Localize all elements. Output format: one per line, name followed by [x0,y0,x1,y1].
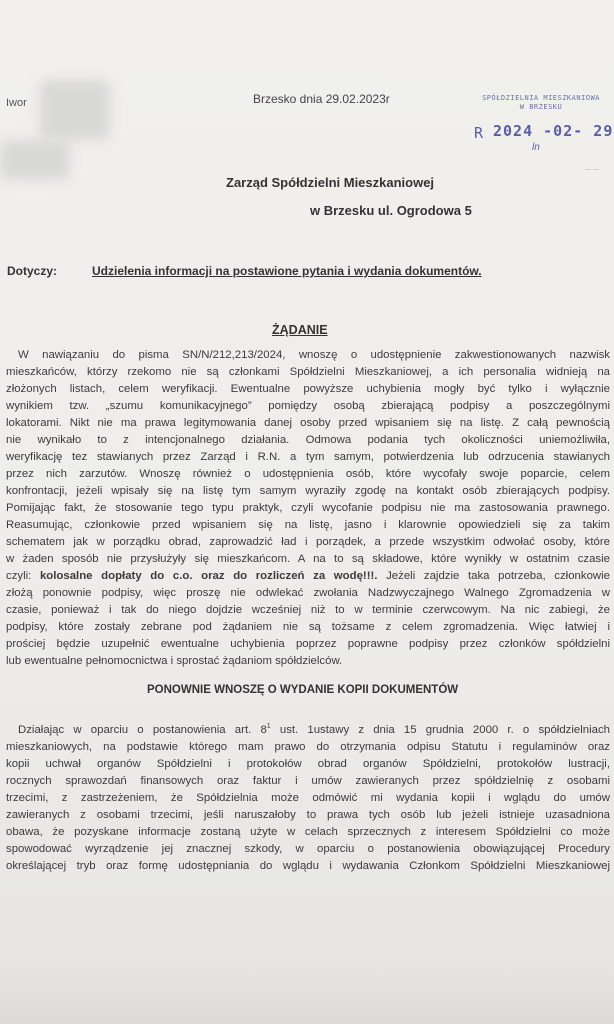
paragraph-line: konfrontacji, jeżeli wpisały się na listę tym samym wyraziły zgodę na kontakt osób zbierających podpisy. [6,485,610,497]
emphasized-text: kolosalne dopłaty do c.o. oraz do rozliczeń za wodę!!!. [39,570,378,582]
received-stamp [466,94,614,111]
paragraph-line: weryfikację tez stawianych przez Zarząd i R.N. a tym samym, potwierdzenia lub odrzucenia stawianych [6,451,610,463]
paragraph-line [6,718,610,739]
subject-text: Udzielenia informacji na postawione pytania i wydania dokumentów. [92,264,482,278]
section-heading-copies: PONOWNIE WNOSZĘ O WYDANIE KOPII DOKUMENTÓW [147,684,459,696]
place-and-date: Brzesko dnia 29.02.2023r [253,92,390,106]
redacted-sender-area [40,80,110,140]
superscript: 1 [266,723,271,730]
paragraph-line-emphasis [6,568,610,585]
stamp-org-name: SPÓŁDZIELNIA MIESZKANIOWA [482,94,600,102]
paragraph-line: spowodować wyrządzenie jej znacznej szkody, w oparciu o postanowienia obowiązującej Procedury [6,842,610,855]
subject-label: Dotyczy: [7,264,58,278]
paragraph-line: W nawiązaniu do pisma SN/N/212,213/2024, wnoszę o udostępnienie zakwestionowanych nazwisk [18,349,610,361]
sender-name: Iwor [6,97,27,109]
edge-marks: ⋯⋯ [585,167,601,174]
recipient-line-2: w Brzesku ul. Ogrodowa 5 [310,203,472,218]
section-heading-demand: ŻĄDANIE [272,323,328,337]
redacted-area [0,140,70,180]
paragraph-line: lokatorami. Nikt nie ma prawa legitymowania danej osoby przed wpisaniem się na listę. Z całą pewnością [6,417,610,429]
stamp-mark: R [474,124,484,142]
paragraph-line: lub ewentualne pełnomocnictwa i sprostać żądaniom spółdzielców. [6,655,343,667]
paragraph-line: nie wynikało to z intencjonalnego działania. Odmowa podania tych okoliczności uniemożliwiła, [6,434,610,446]
line-suffix: Jeżeli zajdzie taka potrzeba, członkowie [377,570,610,582]
paragraph-line: w żaden sposób nie przysłużyły się mieszkańcom. A na to są składowe, które wynikły w ostatnim czasie [6,553,610,565]
paragraph-line: podpisy, które zostały zebrane pod żądaniem nie są tożsame z celem zgromadzenia. Więc łatwiej i [6,621,610,633]
paragraph-line: rocznych sprawozdań finansowych oraz faktur i umów zawieranych przez spółdzielnię z osobami [6,774,610,787]
paragraph-line: czasie, ponieważ i tak do niego dojdzie wcześniej niż to w terminie czerwcowym. Na nic zabiegi, że [6,604,610,616]
page-fold-shadow [0,960,614,1024]
paragraph-line: złożą ponownie podpisy, więc proszę nie odwlekać zwołania Nadzwyczajnego Walnego Zgromadzenia w [6,587,610,599]
paragraph-line: wynikiem tzw. „szumu komunikacyjnego” pomiędzy osobą zbierającą podpisy a poszczególnymi [6,400,610,412]
paragraph-line: prościej będzie uzupełnić ewentualne uchybienia poprzez poprawne podpisy przez członków spółdzielni [6,638,610,650]
paragraph-line: zawieranych z osobami trzecimi, jeśli naruszałoby to prawa tych osób lub jeżeli istnieje uzasadniona [6,808,610,821]
recipient-line-1: Zarząd Spółdzielni Mieszkaniowej [226,175,435,190]
line-prefix: czyli: [6,570,40,582]
paragraph-line: kopii uchwał organów Spółdzielni i protokołów obrad organów Spółdzielni, protokołów lustracji, [6,757,610,770]
paragraph-line: przez nich zarzutów. Wnoszę również o udostępnienia osób, które wycofały swoje poparcie, celem [6,468,610,480]
paragraph-line: określającej tryb oraz formę udostępniania do wglądu i wydawania Członkom Spółdzielni Mieszkaniowej [6,859,610,872]
paragraph-line: Reasumując, członkowie przed wpisaniem się na listę, jasno i klarownie opowiedzieli się za takim [6,519,610,531]
paragraph-line: trzecimi, z zastrzeżeniem, że Spółdzielnia może odmówić mi wydania kopii i wglądu do umów [6,791,610,804]
stamp-handwritten-note: ln [532,142,540,153]
paragraph-line: złożonych listach, celem weryfikacji. Ewentualne powyższe uchybienia mogły być tylko i wyłącznie [6,383,610,395]
stamp-org-city: W BRZESKU [519,103,563,111]
line-text: Działając w oparciu o postanowienia art. 8 [18,723,267,736]
paragraph-line: mieszkaniowych, na podstawie którego mam prawo do otrzymania odpisu Statutu i regulaminów oraz [6,740,610,753]
paragraph-line: schematem jak w porządku obrad, zaprowadzić ład i porządek, a przede wszystkim odwołać osoby, które [6,536,610,548]
paragraph-line: Pomijając fakt, że stosowanie tego typu praktyk, czyli wycofanie podpisu nie ma zastosowania prawnego. [6,502,610,514]
stamp-date: 2024 -02- 29 [493,122,614,140]
paragraph-line: mieszkańców, którzy rzekomo nie są członkami Spółdzielni Mieszkaniowej, a ich personalia widnieją na [6,366,610,378]
demand-paragraph [6,347,610,670]
copies-paragraph [6,718,610,875]
line-text: ust. 1ustawy z dnia 15 grudnia 2000 r. o spółdzielniach [270,723,610,736]
paragraph-line: obawa, że pozyskane informacje zostaną użyte w celach sprzecznych z interesem Spółdzielni co może [6,825,610,838]
